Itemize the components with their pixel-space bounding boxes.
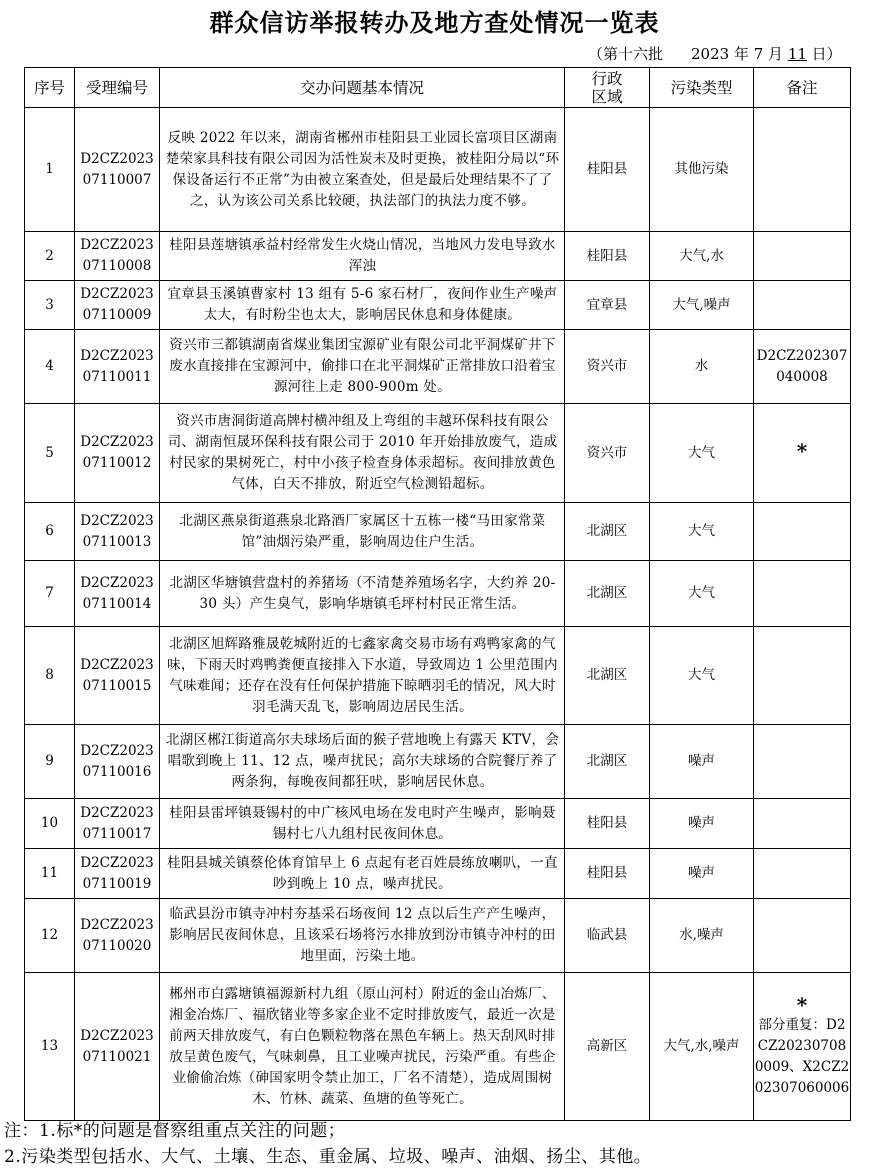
row-desc: 临武县汾市镇寺冲村夯基采石场夜间 12 点以后生产产生噪声，影响居民夜间休息，且该采石场将污水排放到汾市镇寺冲村的田地里面，污染土地。 bbox=[160, 899, 565, 973]
header-code: 受理编号 bbox=[75, 68, 160, 108]
footnote-2: 2.污染类型包括水、大气、土壤、生态、重金属、垃圾、噪声、油烟、扬尘、其他。 bbox=[4, 1147, 652, 1167]
date-suffix: 日） bbox=[806, 45, 842, 63]
row-code: D2CZ202307110013 bbox=[75, 503, 160, 561]
row-note bbox=[754, 561, 851, 627]
row-note bbox=[754, 725, 851, 799]
row-code: D2CZ202307110009 bbox=[75, 281, 160, 330]
row-desc: 桂阳县雷坪镇聂锡村的中广核风电场在发电时产生噪声，影响聂锡村七八九组村民夜间休息。 bbox=[160, 799, 565, 849]
header-row bbox=[25, 68, 851, 108]
row-area: 桂阳县 bbox=[565, 849, 650, 899]
row-code: D2CZ202307110007 bbox=[75, 108, 160, 232]
row-seq: 7 bbox=[25, 561, 75, 627]
header-type: 污染类型 bbox=[650, 68, 754, 108]
row-desc: 北湖区燕泉街道燕泉北路酒厂家属区十五栋一楼“马田家常菜馆”油烟污染严重，影响周边住户生活。 bbox=[160, 503, 565, 561]
row-type: 噪声 bbox=[650, 725, 754, 799]
row-seq: 10 bbox=[25, 799, 75, 849]
duplicate-note: 部分重复：D2CZ202307080009、X2CZ202307060006 bbox=[754, 1016, 850, 1096]
row-code: D2CZ202307110011 bbox=[75, 330, 160, 404]
row-note bbox=[754, 108, 851, 232]
table-row bbox=[25, 725, 851, 799]
row-area: 桂阳县 bbox=[565, 232, 650, 281]
row-area: 桂阳县 bbox=[565, 108, 650, 232]
row-area: 资兴市 bbox=[565, 330, 650, 404]
header-note: 备注 bbox=[754, 68, 851, 108]
row-area: 宜章县 bbox=[565, 281, 650, 330]
row-seq: 2 bbox=[25, 232, 75, 281]
row-type: 水 bbox=[650, 330, 754, 404]
table-row bbox=[25, 232, 851, 281]
row-type: 大气,水,噪声 bbox=[650, 973, 754, 1121]
row-note bbox=[754, 281, 851, 330]
row-type: 其他污染 bbox=[650, 108, 754, 232]
row-type: 大气,水 bbox=[650, 232, 754, 281]
row-code: D2CZ202307110020 bbox=[75, 899, 160, 973]
footnote-1: 注：1.标*的问题是督察组重点关注的问题； bbox=[4, 1121, 346, 1141]
header-seq: 序号 bbox=[25, 68, 75, 108]
row-desc: 北湖区郴江街道高尔夫球场后面的猴子营地晚上有露天 KTV，会唱歌到晚上 11、12 点，噪声扰民；高尔夫球场的合院餐厅养了两条狗，每晚夜间都狂吠，影响居民休息。 bbox=[160, 725, 565, 799]
row-type: 大气 bbox=[650, 404, 754, 503]
row-note bbox=[754, 799, 851, 849]
complaint-table bbox=[24, 67, 851, 1121]
row-code: D2CZ202307110012 bbox=[75, 404, 160, 503]
row-desc: 宜章县玉溪镇曹家村 13 组有 5-6 家石材厂，夜间作业生产噪声太大，有时粉尘也太大，影响居民休息和身体健康。 bbox=[160, 281, 565, 330]
row-type: 大气 bbox=[650, 503, 754, 561]
row-note: D2CZ202307040008 bbox=[754, 330, 851, 404]
page-title: 群众信访举报转办及地方查处情况一览表 bbox=[209, 9, 660, 37]
row-desc: 北湖区旭辉路雅晟乾城附近的七鑫家禽交易市场有鸡鸭家禽的气味，下雨天时鸡鸭粪便直接排入下水道，导致周边 1 公里范围内气味难闻；还存在没有任何保护措施下晾晒羽毛的情况，风大时羽毛满天乱飞，影响周边居民生活。 bbox=[160, 627, 565, 725]
row-area: 北湖区 bbox=[565, 503, 650, 561]
row-note bbox=[754, 849, 851, 899]
row-desc: 资兴市唐洞街道高牌村横冲组及上弯组的丰越环保科技有限公司、湖南恒晟环保科技有限公司于 2010 年开始排放废气，造成村民家的果树死亡，村中小孩子检查身体汞超标。夜间排放黄色气体，白天不排放，附近空气检测铅超标。 bbox=[160, 404, 565, 503]
header-desc: 交办问题基本情况 bbox=[160, 68, 565, 108]
row-desc: 桂阳县城关镇蔡伦体育馆早上 6 点起有老百姓晨练放喇叭，一直吵到晚上 10 点，噪声扰民。 bbox=[160, 849, 565, 899]
row-desc: 桂阳县莲塘镇承益村经常发生火烧山情况，当地风力发电导致水浑浊 bbox=[160, 232, 565, 281]
row-type: 水,噪声 bbox=[650, 899, 754, 973]
row-seq: 6 bbox=[25, 503, 75, 561]
table-row bbox=[25, 799, 851, 849]
table-row bbox=[25, 899, 851, 973]
batch-date bbox=[588, 44, 842, 64]
table-row bbox=[25, 108, 851, 232]
row-area: 北湖区 bbox=[565, 725, 650, 799]
row-code: D2CZ202307110019 bbox=[75, 849, 160, 899]
table-row bbox=[25, 503, 851, 561]
row-area: 高新区 bbox=[565, 973, 650, 1121]
row-desc: 郴州市白露塘镇福源新村九组（原山河村）附近的金山冶炼厂、湘金冶炼厂、福欣锗业等多家企业不定时排放废气，最近一次是前两天排放废气，有白色颗粒物落在黑色车辆上。热天刮风时排放呈黄色废气，气味刺鼻，且工业噪声扰民，污染严重。有些企业偷偷冶炼（砷国家明令禁止加工，厂名不清楚），造成周围树木、竹林、蔬菜、鱼塘的鱼等死亡。 bbox=[160, 973, 565, 1121]
row-desc: 反映 2022 年以来，湖南省郴州市桂阳县工业园长富项目区湖南楚荣家具科技有限公司因为活性炭未及时更换，被桂阳分局以“环保设备运行不正常”为由被立案查处，但是最后处理结果不了了之，认为该公司关系比较硬，执法部门的执法力度不够。 bbox=[160, 108, 565, 232]
row-area: 北湖区 bbox=[565, 627, 650, 725]
table-row bbox=[25, 849, 851, 899]
row-desc: 北湖区华塘镇营盘村的养猪场（不清楚养殖场名字，大约养 20-30 头）产生臭气，影响华塘镇毛坪村村民正常生活。 bbox=[160, 561, 565, 627]
row-seq: 5 bbox=[25, 404, 75, 503]
row-seq: 4 bbox=[25, 330, 75, 404]
row-type: 噪声 bbox=[650, 799, 754, 849]
batch-label: （第十六批 bbox=[588, 45, 664, 63]
key-concern-mark: * bbox=[796, 439, 808, 463]
row-seq: 13 bbox=[25, 973, 75, 1121]
row-code: D2CZ202307110015 bbox=[75, 627, 160, 725]
row-seq: 11 bbox=[25, 849, 75, 899]
row-note bbox=[754, 232, 851, 281]
row-code: D2CZ202307110017 bbox=[75, 799, 160, 849]
row-type: 大气,噪声 bbox=[650, 281, 754, 330]
row-seq: 8 bbox=[25, 627, 75, 725]
row-seq: 3 bbox=[25, 281, 75, 330]
table-row bbox=[25, 281, 851, 330]
row-code: D2CZ202307110021 bbox=[75, 973, 160, 1121]
header-area: 行政区域 bbox=[565, 68, 650, 108]
row-note bbox=[754, 899, 851, 973]
table-row bbox=[25, 627, 851, 725]
row-note bbox=[754, 973, 851, 1121]
row-type: 大气 bbox=[650, 627, 754, 725]
row-type: 大气 bbox=[650, 561, 754, 627]
row-area: 桂阳县 bbox=[565, 799, 650, 849]
table-row bbox=[25, 561, 851, 627]
row-seq: 12 bbox=[25, 899, 75, 973]
key-concern-mark: * bbox=[796, 992, 808, 1017]
row-note bbox=[754, 404, 851, 503]
row-code: D2CZ202307110016 bbox=[75, 725, 160, 799]
row-note bbox=[754, 503, 851, 561]
table-row bbox=[25, 330, 851, 404]
table-row bbox=[25, 404, 851, 503]
row-seq: 1 bbox=[25, 108, 75, 232]
row-code: D2CZ202307110008 bbox=[75, 232, 160, 281]
date-day: 11 bbox=[787, 45, 807, 63]
table-row bbox=[25, 973, 851, 1121]
row-area: 资兴市 bbox=[565, 404, 650, 503]
row-type: 噪声 bbox=[650, 849, 754, 899]
row-desc: 资兴市三都镇湖南省煤业集团宝源矿业有限公司北平洞煤矿井下废水直接排在宝源河中，偷排口在北平洞煤矿正常排放口沿着宝源河往上走 800-900m 处。 bbox=[160, 330, 565, 404]
row-area: 北湖区 bbox=[565, 561, 650, 627]
row-note bbox=[754, 627, 851, 725]
row-area: 临武县 bbox=[565, 899, 650, 973]
date-prefix: 2023 年 7 月 bbox=[691, 45, 788, 63]
row-seq: 9 bbox=[25, 725, 75, 799]
row-code: D2CZ202307110014 bbox=[75, 561, 160, 627]
